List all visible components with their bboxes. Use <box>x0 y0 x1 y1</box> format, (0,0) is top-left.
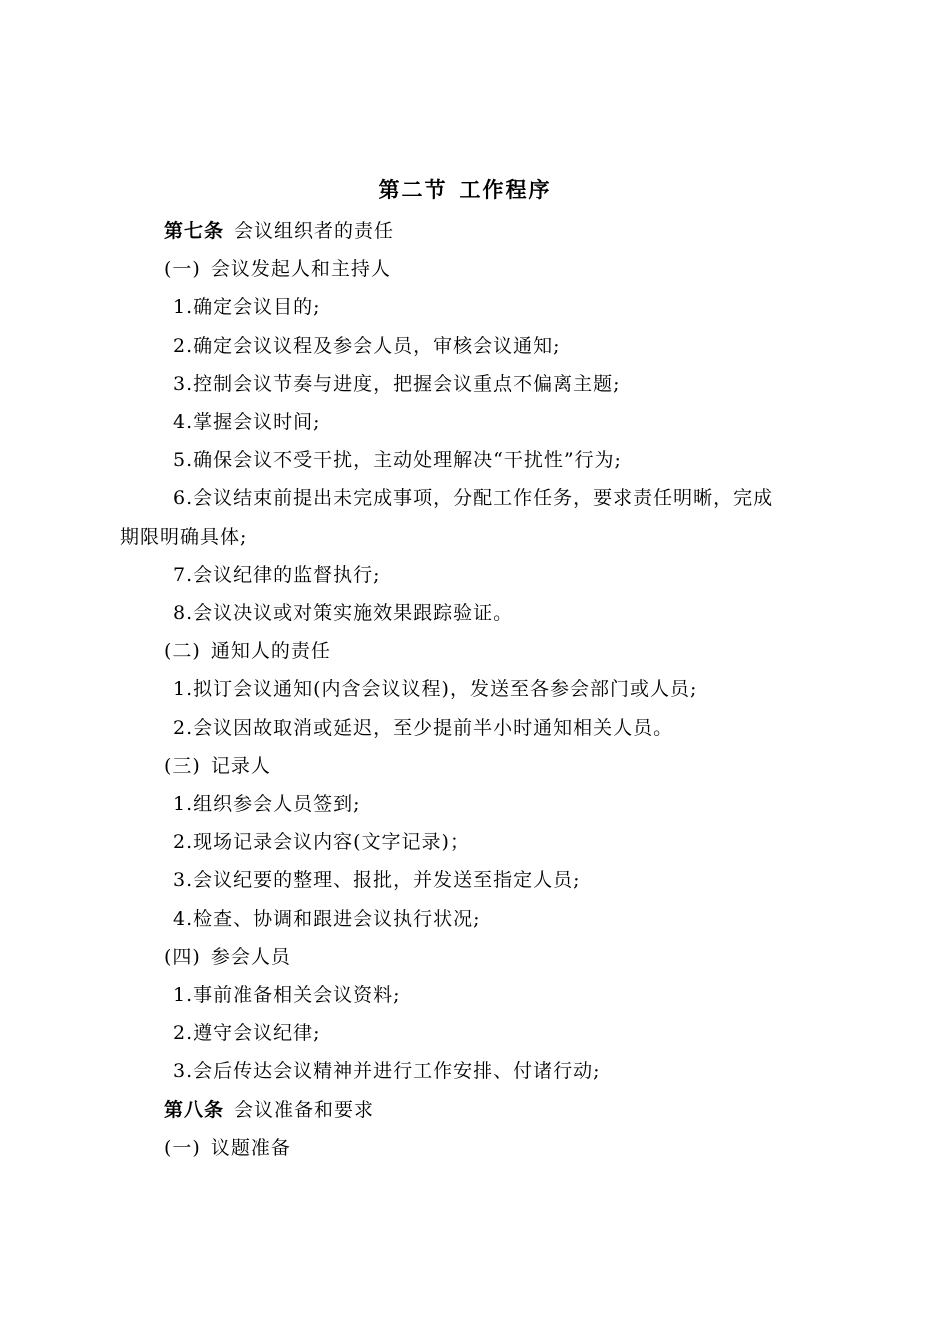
section-title <box>0 173 930 207</box>
document-body <box>120 212 845 1167</box>
subsection-number: (一) <box>164 1136 201 1159</box>
subsection-heading <box>120 632 845 670</box>
subsection-title: 通知人的责任 <box>210 640 331 663</box>
list-item: 4.掌握会议时间; <box>173 411 321 434</box>
subsection-title: 议题准备 <box>210 1136 291 1159</box>
article-number: 第七条 <box>164 220 225 242</box>
subsection-title: 会议发起人和主持人 <box>210 258 391 281</box>
subsection-number: (二) <box>164 640 201 663</box>
article-heading <box>120 212 845 250</box>
list-item: 8.会议决议或对策实施效果跟踪验证。 <box>173 602 514 625</box>
list-item: 2.确定会议议程及参会人员，审核会议通知; <box>173 334 561 357</box>
list-item: 2.现场记录会议内容(文字记录)； <box>173 831 470 854</box>
list-item: 2.会议因故取消或延迟，至少提前半小时通知相关人员。 <box>173 716 674 739</box>
subsection-heading <box>120 1129 845 1167</box>
list-item: 1.事前准备相关会议资料; <box>173 984 401 1007</box>
article-number: 第八条 <box>164 1098 225 1121</box>
list-item: 3.控制会议节奏与进度，把握会议重点不偏离主题; <box>173 372 621 395</box>
article-title: 会议组织者的责任 <box>234 220 395 242</box>
list-item: 5.确保会议不受干扰，主动处理解决“干扰性”行为; <box>173 449 622 472</box>
subsection-heading <box>120 747 845 785</box>
list-item: 2.遵守会议纪律; <box>173 1022 321 1045</box>
list-item: 3.会议纪要的整理、报批，并发送至指定人员; <box>173 869 581 892</box>
article-heading <box>120 1091 845 1129</box>
subsection-heading <box>120 250 845 288</box>
list-item: 6.会议结束前提出未完成事项，分配工作任务，要求责任明晰，完成 <box>173 487 774 510</box>
section-title-text: 工作程序 <box>459 177 552 202</box>
subsection-title: 参会人员 <box>210 945 291 968</box>
subsection-heading <box>120 938 845 976</box>
list-item: 3.会后传达会议精神并进行工作安排、付诸行动; <box>173 1060 601 1083</box>
section-title-number: 第二节 <box>378 177 448 202</box>
list-item: 4.检查、协调和跟进会议执行状况; <box>173 907 481 930</box>
list-item: 7.会议纪律的监督执行; <box>173 563 381 586</box>
list-item: 1.确定会议目的; <box>173 296 321 319</box>
list-item: 1.拟订会议通知(内含会议议程)，发送至各参会部门或人员; <box>173 678 698 701</box>
list-item: 1.组织参会人员签到; <box>173 793 361 816</box>
subsection-number: (三) <box>164 754 201 777</box>
list-item-continuation: 期限明确具体; <box>120 525 248 548</box>
subsection-title: 记录人 <box>210 754 271 777</box>
subsection-number: (四) <box>164 945 201 968</box>
article-title: 会议准备和要求 <box>234 1098 375 1121</box>
subsection-number: (一) <box>164 258 201 281</box>
